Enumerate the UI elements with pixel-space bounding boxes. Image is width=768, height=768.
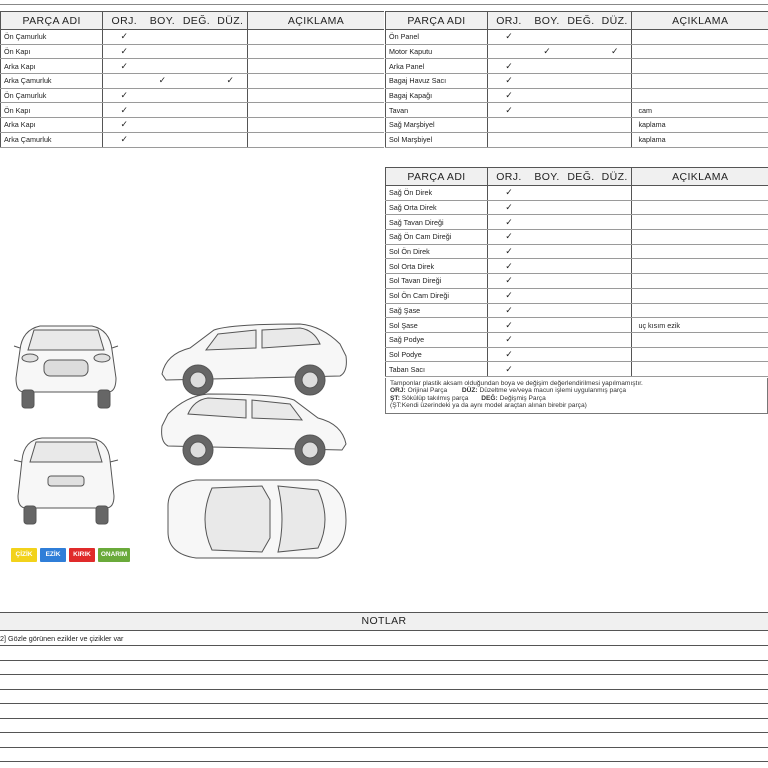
part-name: Ön Kapı: [1, 44, 103, 59]
status-boy: [145, 59, 179, 74]
table-row: [386, 318, 768, 333]
status-duz: [598, 288, 632, 303]
status-orj: [103, 74, 146, 89]
status-boy: [145, 30, 179, 45]
part-description: [248, 59, 384, 74]
status-orj: ✓: [103, 103, 146, 118]
status-boy: [530, 259, 564, 274]
status-duz: [598, 274, 632, 289]
status-duz: [598, 318, 632, 333]
table-row: [1, 44, 385, 59]
part-name: Arka Panel: [386, 59, 488, 74]
status-duz: [214, 118, 248, 133]
legend-line-orj-duz: ORJ: Orijinal Parça DÜZ: Düzeltme ve/veya macun işlemi uygulanmış parça: [390, 387, 627, 395]
part-description: [632, 59, 768, 74]
part-name: Ön Çamurluk: [1, 30, 103, 45]
status-boy: [530, 230, 564, 245]
table-row: [1, 74, 385, 89]
part-name: Taban Sacı: [386, 362, 488, 377]
status-orj: ✓: [488, 318, 531, 333]
column-header-desc: AÇIKLAMA: [632, 168, 768, 186]
status-boy: [530, 186, 564, 201]
part-name: Sağ Podye: [386, 332, 488, 347]
part-description: kaplama: [632, 118, 768, 133]
legend-line-st-note: (ŞT:Kendi üzerindeki ya da aynı model araçtan alınan birebir parça): [390, 402, 587, 410]
table-row: [386, 347, 768, 362]
status-deg: [564, 30, 598, 45]
status-boy: [530, 103, 564, 118]
status-boy: [530, 332, 564, 347]
part-description: [632, 44, 768, 59]
part-description: [248, 44, 384, 59]
note-line: [0, 747, 768, 748]
part-name: Sağ Ön Cam Direği: [386, 230, 488, 245]
status-orj: ✓: [488, 259, 531, 274]
status-deg: [564, 303, 598, 318]
status-deg: [564, 186, 598, 201]
table-row: [386, 274, 768, 289]
status-deg: [179, 74, 213, 89]
status-orj: ✓: [103, 59, 146, 74]
status-deg: [564, 362, 598, 377]
parts-table-sides: [0, 11, 384, 148]
status-boy: [530, 274, 564, 289]
status-duz: [598, 88, 632, 103]
status-duz: [598, 303, 632, 318]
column-header-duz: DÜZ.: [598, 168, 632, 186]
notes-title: NOTLAR: [0, 612, 768, 631]
status-duz: [598, 215, 632, 230]
status-boy: [530, 318, 564, 333]
part-description: [632, 288, 768, 303]
status-orj: ✓: [488, 88, 531, 103]
part-description: [248, 103, 384, 118]
status-boy: [530, 362, 564, 377]
column-header-boy: BOY.: [145, 12, 179, 30]
status-orj: ✓: [488, 200, 531, 215]
status-boy: [530, 288, 564, 303]
status-boy: [530, 244, 564, 259]
part-description: [632, 215, 768, 230]
status-duz: [214, 103, 248, 118]
column-header-name: PARÇA ADI: [386, 168, 488, 186]
status-orj: ✓: [488, 30, 531, 45]
status-duz: [598, 74, 632, 89]
car-top-view-icon: [168, 480, 346, 558]
part-name: Sol Şase: [386, 318, 488, 333]
part-description: [632, 332, 768, 347]
note-line: [0, 732, 768, 733]
parts-table-frame: [385, 167, 768, 377]
status-boy: [530, 30, 564, 45]
note-line: [0, 703, 768, 704]
status-duz: [598, 30, 632, 45]
part-description: [632, 230, 768, 245]
status-deg: [179, 88, 213, 103]
status-deg: [564, 103, 598, 118]
status-boy: [145, 118, 179, 133]
note-line: [0, 660, 768, 661]
part-description: [632, 30, 768, 45]
table-row: [386, 88, 768, 103]
table-row: [386, 362, 768, 377]
part-description: [632, 347, 768, 362]
table-row: [386, 230, 768, 245]
status-duz: [214, 88, 248, 103]
part-name: Sağ Ön Direk: [386, 186, 488, 201]
status-duz: [598, 362, 632, 377]
part-name: Tavan: [386, 103, 488, 118]
table-row: [386, 303, 768, 318]
column-header-boy: BOY.: [530, 168, 564, 186]
status-duz: [598, 132, 632, 147]
part-name: Bagaj Havuz Sacı: [386, 74, 488, 89]
status-orj: ✓: [488, 288, 531, 303]
part-name: Ön Çamurluk: [1, 88, 103, 103]
table-row: [386, 74, 768, 89]
table-header-row: [386, 168, 768, 186]
table-row: [1, 103, 385, 118]
status-deg: [564, 318, 598, 333]
part-name: Arka Çamurluk: [1, 132, 103, 147]
part-description: [632, 88, 768, 103]
table-row: [386, 215, 768, 230]
badge-dent: EZİK: [40, 548, 66, 562]
top-border: [0, 0, 768, 5]
table-row: [386, 186, 768, 201]
status-orj: ✓: [488, 186, 531, 201]
status-duz: [214, 132, 248, 147]
status-boy: [145, 88, 179, 103]
status-duz: [598, 244, 632, 259]
column-header-deg: DEĞ.: [179, 12, 213, 30]
status-orj: [488, 44, 531, 59]
note-line: [0, 674, 768, 675]
part-name: Sağ Orta Direk: [386, 200, 488, 215]
part-description: [632, 244, 768, 259]
table-row: [386, 118, 768, 133]
table-row: [386, 244, 768, 259]
note-line: [0, 645, 768, 646]
status-boy: [530, 88, 564, 103]
status-deg: [564, 74, 598, 89]
column-header-name: PARÇA ADI: [386, 12, 488, 30]
part-description: uç kısım ezik: [632, 318, 768, 333]
car-side-view-right-icon: [162, 324, 346, 395]
part-name: Motor Kaputu: [386, 44, 488, 59]
column-header-orj: ORJ.: [103, 12, 146, 30]
part-name: Arka Kapı: [1, 59, 103, 74]
part-description: cam: [632, 103, 768, 118]
status-deg: [564, 288, 598, 303]
part-name: Sol Ön Direk: [386, 244, 488, 259]
abbreviation-legend: [385, 378, 768, 414]
status-boy: [530, 200, 564, 215]
status-orj: ✓: [488, 347, 531, 362]
column-header-duz: DÜZ.: [214, 12, 248, 30]
column-header-boy: BOY.: [530, 12, 564, 30]
status-deg: [564, 132, 598, 147]
status-orj: [488, 132, 531, 147]
status-boy: [530, 215, 564, 230]
part-name: Sol Podye: [386, 347, 488, 362]
status-orj: ✓: [488, 230, 531, 245]
status-orj: ✓: [103, 30, 146, 45]
part-description: [632, 186, 768, 201]
part-name: Sağ Tavan Direği: [386, 215, 488, 230]
part-description: [632, 200, 768, 215]
status-boy: [145, 132, 179, 147]
table-header-row: [1, 12, 385, 30]
status-boy: [145, 103, 179, 118]
status-duz: [598, 230, 632, 245]
status-boy: ✓: [145, 74, 179, 89]
status-orj: ✓: [488, 332, 531, 347]
status-orj: ✓: [488, 303, 531, 318]
status-orj: ✓: [103, 132, 146, 147]
part-name: Ön Panel: [386, 30, 488, 45]
status-duz: [598, 259, 632, 274]
column-header-deg: DEĞ.: [564, 12, 598, 30]
part-description: [632, 259, 768, 274]
badge-repair: ONARIM: [98, 548, 130, 562]
status-orj: ✓: [488, 244, 531, 259]
status-deg: [179, 44, 213, 59]
part-description: [248, 132, 384, 147]
column-header-desc: AÇIKLAMA: [632, 12, 768, 30]
status-orj: ✓: [103, 44, 146, 59]
table-row: [386, 132, 768, 147]
status-duz: [598, 186, 632, 201]
status-boy: [530, 132, 564, 147]
part-name: Sol Orta Direk: [386, 259, 488, 274]
column-header-duz: DÜZ.: [598, 12, 632, 30]
status-orj: ✓: [103, 118, 146, 133]
status-duz: ✓: [598, 44, 632, 59]
column-header-orj: ORJ.: [488, 12, 531, 30]
status-boy: [530, 74, 564, 89]
part-name: Arka Çamurluk: [1, 74, 103, 89]
note-line: [0, 689, 768, 690]
status-deg: [179, 118, 213, 133]
status-deg: [179, 132, 213, 147]
table-row: [386, 30, 768, 45]
status-boy: [145, 44, 179, 59]
status-deg: [179, 30, 213, 45]
part-description: [632, 274, 768, 289]
table-row: [386, 332, 768, 347]
car-side-view-left-icon: [162, 394, 346, 465]
status-orj: [488, 118, 531, 133]
note-line: [0, 761, 768, 762]
status-deg: [564, 59, 598, 74]
status-deg: [564, 274, 598, 289]
part-name: Sağ Şase: [386, 303, 488, 318]
column-header-orj: ORJ.: [488, 168, 531, 186]
status-boy: [530, 347, 564, 362]
status-duz: [598, 103, 632, 118]
table-row: [386, 103, 768, 118]
part-name: Sağ Marşbiyel: [386, 118, 488, 133]
status-boy: [530, 118, 564, 133]
table-row: [386, 259, 768, 274]
status-deg: [564, 332, 598, 347]
badge-scratch: ÇİZİK: [11, 548, 37, 562]
status-deg: [179, 59, 213, 74]
status-deg: [179, 103, 213, 118]
table-row: [1, 59, 385, 74]
status-orj: ✓: [488, 215, 531, 230]
part-name: Ön Kapı: [1, 103, 103, 118]
table-row: [386, 288, 768, 303]
table-row: [386, 44, 768, 59]
status-deg: [564, 215, 598, 230]
status-orj: ✓: [488, 59, 531, 74]
status-duz: [598, 347, 632, 362]
status-duz: [598, 200, 632, 215]
legend-line-bumpers: Tamponlar plastik aksam olduğundan boya ve değişim değerlendirilmesi yapılmamıştır.: [390, 380, 643, 387]
status-orj: ✓: [488, 103, 531, 118]
table-row: [1, 88, 385, 103]
table-row: [1, 30, 385, 45]
table-header-row: [386, 12, 768, 30]
status-boy: [530, 303, 564, 318]
status-orj: ✓: [488, 274, 531, 289]
part-description: [632, 303, 768, 318]
status-duz: [214, 30, 248, 45]
status-deg: [564, 259, 598, 274]
status-deg: [564, 347, 598, 362]
car-front-view-icon: [14, 326, 118, 408]
note-line: [0, 718, 768, 719]
status-duz: [598, 59, 632, 74]
part-name: Arka Kapı: [1, 118, 103, 133]
part-name: Sol Tavan Direği: [386, 274, 488, 289]
status-deg: [564, 200, 598, 215]
status-duz: [214, 59, 248, 74]
part-description: [248, 118, 384, 133]
part-description: [248, 74, 384, 89]
part-name: Sol Marşbiyel: [386, 132, 488, 147]
status-duz: [598, 332, 632, 347]
car-rear-view-icon: [14, 438, 118, 524]
part-description: [248, 30, 384, 45]
status-duz: ✓: [214, 74, 248, 89]
legend-line-st-deg: ŞT: Sökülüp takılmış parça DEĞ: Değişmiş Parça: [390, 394, 546, 402]
part-description: [632, 74, 768, 89]
status-boy: ✓: [530, 44, 564, 59]
status-deg: [564, 118, 598, 133]
table-row: [386, 200, 768, 215]
status-orj: ✓: [488, 362, 531, 377]
column-header-deg: DEĞ.: [564, 168, 598, 186]
column-header-desc: AÇIKLAMA: [248, 12, 384, 30]
part-description: [632, 362, 768, 377]
table-row: [1, 132, 385, 147]
note-text: 2] Gözle görünen ezikler ve çizikler var: [0, 634, 124, 643]
status-deg: [564, 44, 598, 59]
badge-broken: KIRIK: [69, 548, 95, 562]
parts-table-body: [385, 11, 768, 148]
part-description: kaplama: [632, 132, 768, 147]
status-boy: [530, 59, 564, 74]
table-row: [1, 118, 385, 133]
status-deg: [564, 244, 598, 259]
status-orj: ✓: [103, 88, 146, 103]
status-deg: [564, 88, 598, 103]
part-name: Bagaj Kapağı: [386, 88, 488, 103]
status-orj: ✓: [488, 74, 531, 89]
status-duz: [598, 118, 632, 133]
table-row: [386, 59, 768, 74]
part-description: [248, 88, 384, 103]
part-name: Sol Ön Cam Direği: [386, 288, 488, 303]
status-duz: [214, 44, 248, 59]
status-deg: [564, 230, 598, 245]
column-header-name: PARÇA ADI: [1, 12, 103, 30]
